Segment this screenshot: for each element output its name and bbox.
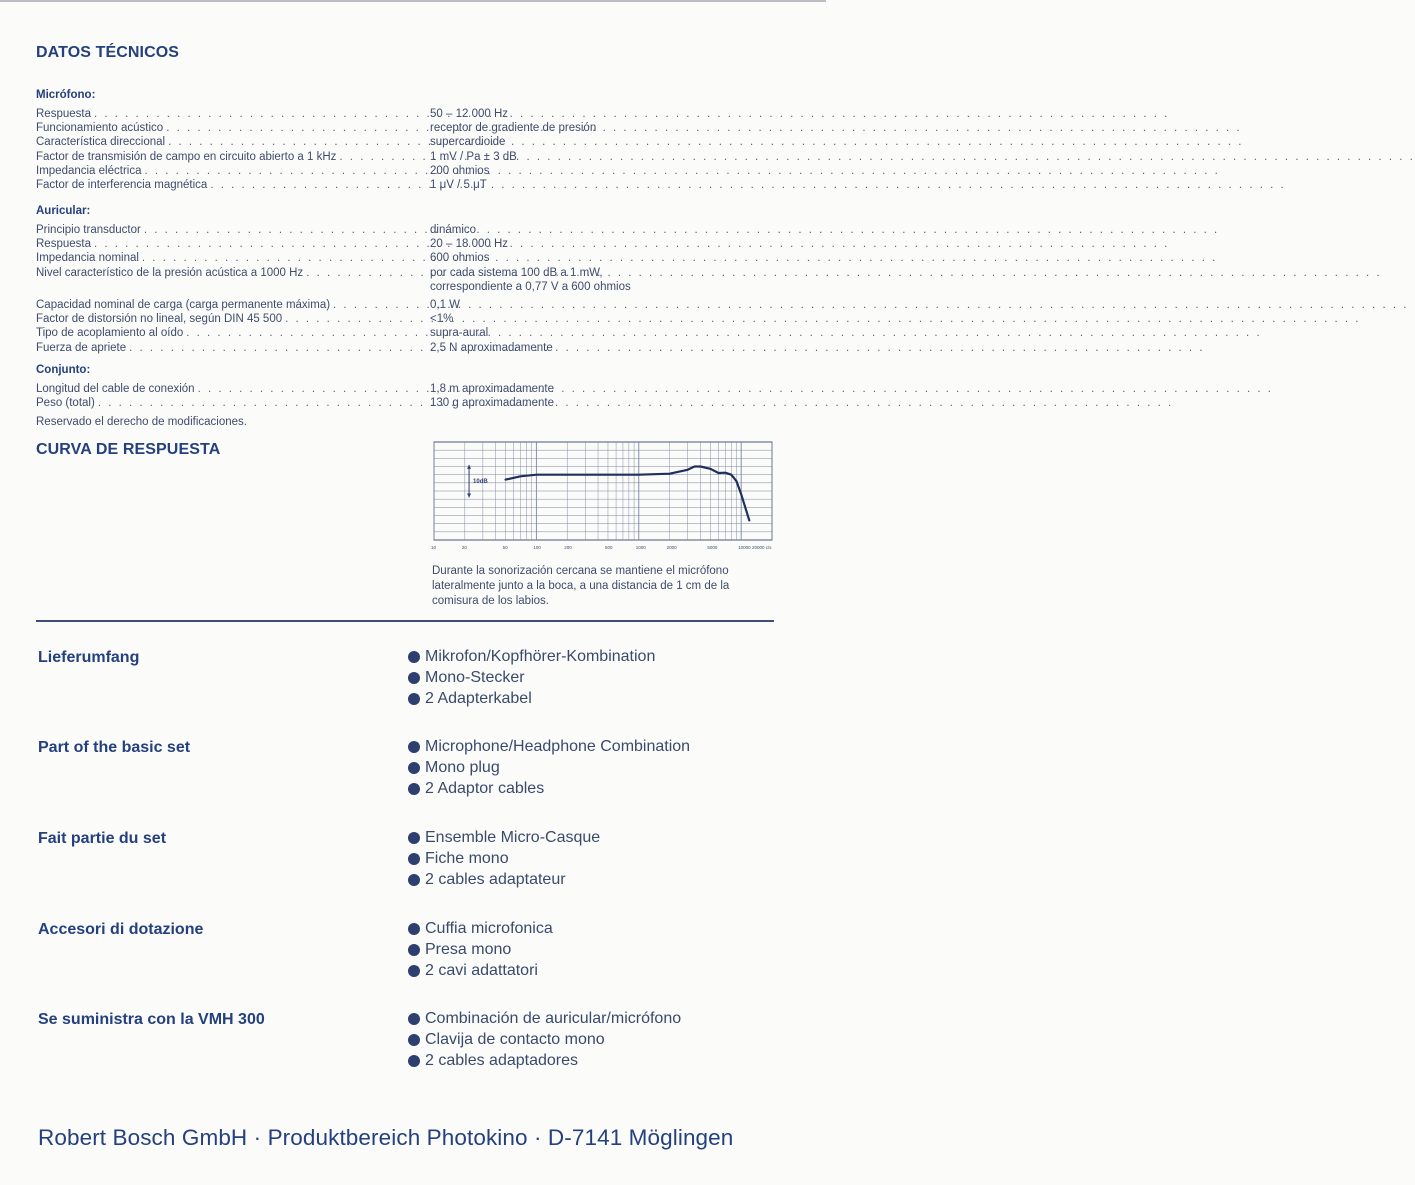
list-item: [408, 688, 655, 709]
scale-marker-arrow-down: [467, 494, 471, 498]
x-tick-label: 2000: [666, 545, 677, 550]
spec-value: <1%: [430, 313, 454, 326]
list-item: [408, 918, 553, 939]
bullet-icon: [408, 965, 420, 977]
spec-value: por cada sistema 100 dB a 1 mW, correspondiente a 0,77 V a 600 ohmios: [430, 266, 631, 293]
spec-label: Capacidad nominal de carga (carga permanente máxima): [36, 299, 331, 312]
spec-label: Nivel característico de la presión acústica a 1000 Hz: [36, 266, 304, 279]
scale-marker-label: 10dB: [473, 479, 488, 486]
spec-label: Impedancia nominal: [36, 252, 139, 265]
bullet-icon: [408, 762, 420, 774]
bullet-icon: [408, 693, 420, 705]
list-item: [408, 667, 655, 688]
spec-label: Principio transductor: [36, 224, 141, 236]
spec-row: [36, 396, 736, 410]
x-tick-label: 50: [502, 545, 508, 550]
list-item-text: Cuffia microfonica: [425, 920, 553, 937]
list-item-text: Mono plug: [425, 759, 500, 776]
x-tick-label: 5000: [707, 545, 718, 550]
bullet-icon: [408, 1055, 420, 1067]
x-tick-label: 10000: [738, 545, 751, 550]
x-tick-label: 200: [564, 545, 572, 550]
spec-label: Fuerza de apriete: [36, 341, 127, 354]
spec-value: 600 ohmios: [430, 252, 490, 265]
page-title: DATOS TÉCNICOS: [36, 44, 180, 61]
list-item-text: 2 Adaptor cables: [425, 780, 545, 797]
list-item: [408, 1050, 681, 1071]
spec-label: Longitud del cable de conexión: [36, 383, 195, 395]
spec-label: Característica direccional: [36, 136, 166, 149]
bullet-icon: [408, 923, 420, 935]
list-item-text: Fiche mono: [425, 850, 509, 867]
list-item-text: Ensemble Micro-Casque: [425, 829, 601, 846]
list-item: [408, 646, 655, 667]
spec-value: supercardioide: [430, 136, 506, 149]
reserved-note: Reservado el derecho de modificaciones.: [36, 416, 247, 428]
list-item: [408, 960, 553, 981]
spec-row: [36, 121, 736, 135]
spec-value: 50 – 12 000 Hz: [430, 108, 509, 120]
bullet-icon: [408, 1013, 420, 1025]
spec-value: supra-aural: [430, 327, 489, 340]
x-tick-label: 10: [431, 545, 437, 550]
conjunto-heading: Conjunto:: [36, 364, 91, 376]
bullet-icon: [408, 1034, 420, 1046]
spec-label: Respuesta: [36, 238, 91, 251]
microfono-spec-list: [36, 107, 736, 192]
list-item: [408, 1008, 681, 1029]
x-tick-label: 20: [461, 545, 467, 550]
conjunto-spec-list: [36, 382, 736, 410]
auricular-heading: Auricular:: [36, 205, 91, 217]
list-item-text: Mikrofon/Kopfhörer-Kombination: [425, 648, 656, 665]
section-title: Accesori di dotazione: [38, 921, 204, 938]
list-item-text: 2 cables adaptateur: [425, 871, 566, 888]
spec-value: 20 – 18 000 Hz: [430, 238, 509, 251]
list-item-text: 2 cavi adattatori: [425, 962, 538, 979]
spec-value: 1,8 m aproximadamente: [430, 383, 555, 395]
bullet-icon: [408, 944, 420, 956]
list-item-text: Mono-Stecker: [425, 669, 525, 686]
response-chart: [432, 440, 774, 550]
spec-label: Impedancia eléctrica: [36, 164, 142, 177]
list-item: [408, 757, 690, 778]
spec-label: Funcionamiento acústico: [36, 122, 164, 135]
spec-value: dinámico: [430, 224, 477, 236]
list-item-text: Clavija de contacto mono: [425, 1031, 605, 1048]
section-items: [408, 1008, 681, 1071]
list-item-text: Presa mono: [425, 941, 512, 958]
spec-label: Peso (total): [36, 397, 95, 410]
x-tick-label: 500: [604, 545, 613, 550]
list-item: [408, 869, 600, 890]
section-items: [408, 918, 553, 981]
spec-label: Factor de transmisión de campo en circuito abierto a 1 kHz: [36, 150, 337, 163]
spec-value: 0,1 W: [430, 299, 461, 312]
spec-label: Tipo de acoplamiento al oído: [36, 327, 184, 340]
spec-row: [36, 326, 736, 340]
section-items: [408, 736, 690, 799]
section-divider: [36, 620, 774, 622]
spec-row: [36, 237, 736, 251]
publisher-footer: Robert Bosch GmbH · Produktbereich Photokino · D-7141 Möglingen: [38, 1125, 734, 1150]
spec-row: [36, 135, 736, 149]
section-title: Se suministra con la VMH 300: [38, 1011, 265, 1028]
spec-label: Respuesta: [36, 108, 91, 120]
section-title: Lieferumfang: [38, 649, 140, 666]
spec-row: [36, 223, 736, 237]
spec-value: receptor de gradiente de presión: [430, 122, 597, 135]
x-tick-label: 1000: [635, 545, 646, 550]
list-item-text: 2 Adapterkabel: [425, 690, 532, 707]
chart-caption: Durante la sonorización cercana se mantiene el micrófono lateralmente junto a la boca, a una distancia de 1 cm de la comisura de los labios.: [432, 565, 730, 607]
microfono-heading: Micrófono:: [36, 89, 96, 101]
section-title: Fait partie du set: [38, 830, 167, 847]
bullet-icon: [408, 874, 420, 886]
section-items: [408, 646, 655, 709]
list-item: [408, 827, 600, 848]
spec-row: [36, 298, 736, 312]
scale-marker-arrow-up: [467, 465, 471, 469]
spec-value: 1 mV / Pa ± 3 dB: [430, 150, 517, 163]
leader-dots: [210, 178, 1285, 192]
curve-heading: CURVA DE RESPUESTA: [36, 441, 221, 458]
x-tick-label: 20000 c/s: [752, 545, 772, 550]
spec-value: 2,5 N aproximadamente: [430, 341, 553, 354]
spec-value: 200 ohmios: [430, 164, 490, 177]
spec-row: [36, 382, 736, 396]
list-item-text: 2 cables adaptadores: [425, 1052, 578, 1069]
list-item: [408, 848, 600, 869]
spec-row: [36, 164, 736, 178]
section-title: Part of the basic set: [38, 739, 191, 756]
list-item-text: Combinación de auricular/micrófono: [425, 1010, 682, 1027]
spec-row: [36, 251, 736, 265]
list-item: [408, 778, 690, 799]
bullet-icon: [408, 651, 420, 663]
spec-label: Factor de distorsión no lineal, según DIN 45 500: [36, 313, 283, 326]
spec-row: [36, 178, 736, 192]
auricular-spec-list: [36, 223, 736, 355]
list-item: [408, 736, 690, 757]
bullet-icon: [408, 783, 420, 795]
spec-row: [36, 266, 736, 294]
top-rule: [0, 0, 826, 2]
list-item-text: Microphone/Headphone Combination: [425, 738, 691, 755]
section-items: [408, 827, 600, 890]
spec-row: [36, 312, 736, 326]
spec-value: 1 μV / 5 μT: [430, 179, 487, 192]
spec-row: [36, 107, 736, 121]
bullet-icon: [408, 853, 420, 865]
spec-row: [36, 150, 736, 164]
bullet-icon: [408, 741, 420, 753]
spec-label: Factor de interferencia magnética: [36, 179, 208, 192]
spec-value: 130 g aproximadamente: [430, 397, 555, 410]
x-tick-label: 100: [533, 545, 541, 550]
list-item: [408, 1029, 681, 1050]
spec-row: [36, 341, 736, 355]
bullet-icon: [408, 672, 420, 684]
list-item: [408, 939, 553, 960]
bullet-icon: [408, 832, 420, 844]
